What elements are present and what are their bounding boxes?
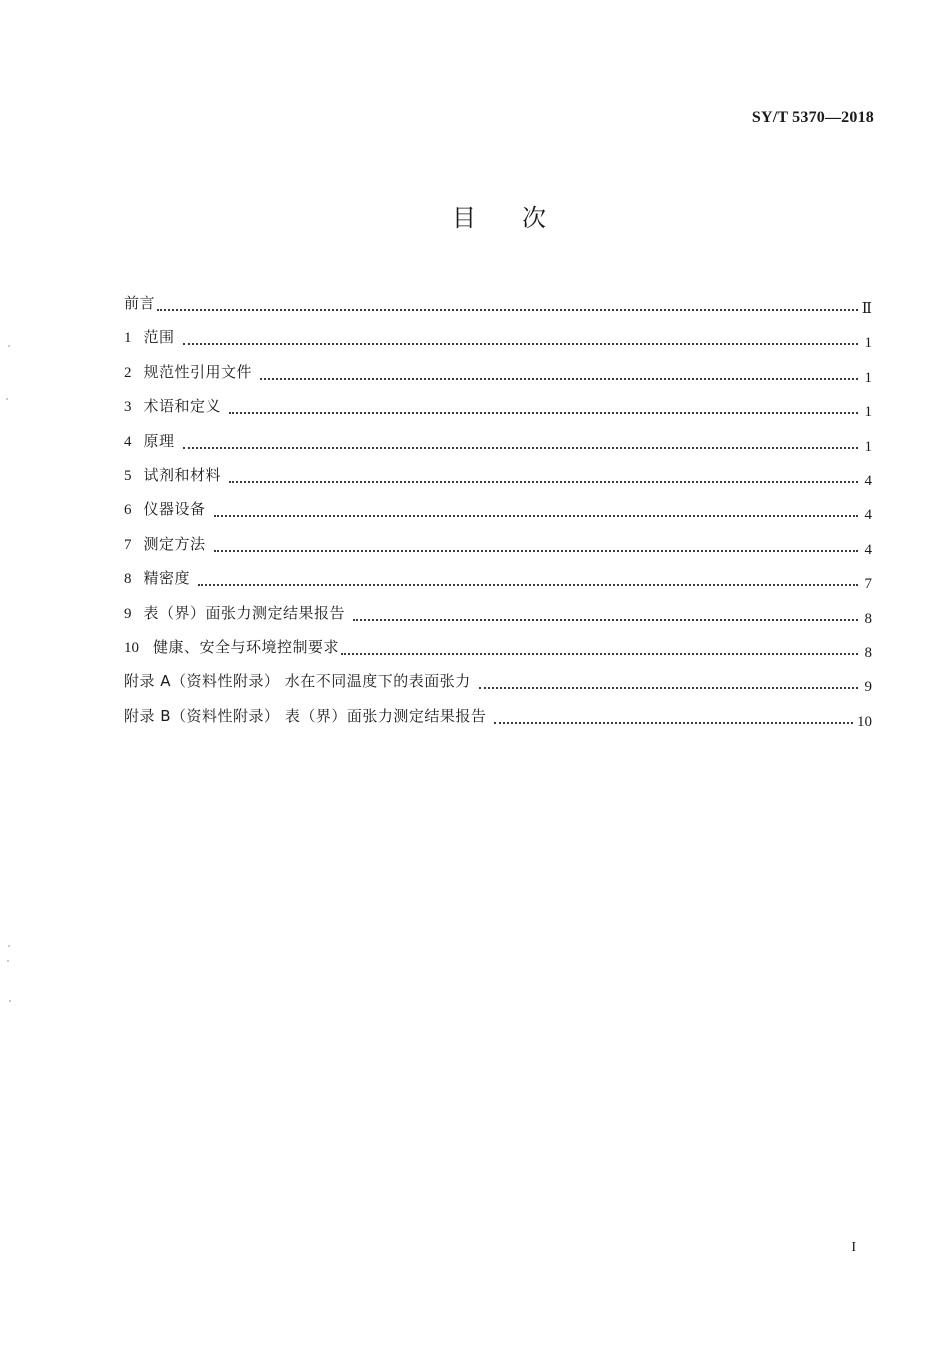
dot-leader [198,569,858,586]
toc-entry-normative-references[interactable] [124,358,872,392]
toc-entry-apparatus[interactable] [124,495,872,529]
dot-leader [260,363,858,380]
toc-entry-number: 5 [124,467,132,484]
dot-leader [353,604,858,621]
toc-entry-page: 9 [864,679,872,696]
toc-entry-number: 7 [124,536,132,553]
toc-entry-test-method[interactable] [124,530,872,564]
toc-entry-number: 6 [124,502,132,519]
toc-entry-page: 8 [864,644,872,661]
toc-entry-label: 范围 [143,328,175,347]
toc-entry-label: 试剂和材料 [143,465,222,484]
toc-entry-annex-b[interactable] [124,702,872,736]
toc-title [0,198,950,233]
toc-entry-label: 规范性引用文件 [143,362,253,381]
toc-entry-page: 8 [864,610,872,627]
toc-entry-page: 4 [864,541,872,558]
table-of-contents [124,289,872,736]
toc-entry-page: Ⅱ [861,301,872,317]
toc-entry-number: 9 [124,605,132,622]
dot-leader [341,638,858,655]
toc-entry-label: 原理 [143,431,175,450]
dot-leader [214,535,858,552]
dot-leader [229,397,858,414]
scan-speck [8,345,10,347]
toc-entry-page: 7 [864,576,872,593]
scan-speck [9,1000,11,1002]
toc-entry-page: 10 [857,713,872,730]
toc-entry-label: 附录 A（资料性附录） 水在不同温度下的表面张力 [124,672,471,691]
standard-code: SY/T 5370—2018 [751,109,874,126]
toc-entry-page: 4 [864,472,872,489]
toc-entry-page: 1 [864,404,872,421]
toc-entry-principle[interactable] [124,427,872,461]
dot-leader [229,466,858,483]
toc-entry-scope[interactable] [124,323,872,357]
scan-speck [7,960,9,962]
toc-entry-number: 10 [124,639,139,656]
toc-entry-label: 测定方法 [143,534,206,553]
toc-entry-hse-requirements[interactable] [124,633,872,667]
toc-entry-number: 2 [124,364,132,381]
toc-entry-annex-a[interactable] [124,667,872,701]
toc-title-char-2: 次 [522,204,548,232]
toc-entry-foreword[interactable] [124,289,872,323]
toc-entry-label: 术语和定义 [143,397,222,416]
toc-entry-label: 仪器设备 [143,500,206,519]
toc-entry-page: 4 [864,507,872,524]
toc-entry-number: 8 [124,571,132,588]
page-number: I [851,1240,856,1255]
toc-entry-label: 附录 B（资料性附录） 表（界）面张力测定结果报告 [124,706,487,725]
toc-entry-page: 1 [864,438,872,455]
toc-entry-result-report[interactable] [124,599,872,633]
toc-entry-label: 前言 [124,294,156,312]
toc-entry-terms-definitions[interactable] [124,392,872,426]
toc-entry-page: 1 [864,335,872,352]
dot-leader [183,328,858,345]
dot-leader [214,500,858,517]
toc-entry-number: 1 [124,330,132,347]
toc-entry-label: 精密度 [143,569,191,588]
scan-speck [8,945,10,947]
toc-entry-label: 健康、安全与环境控制要求 [153,637,340,656]
toc-entry-number: 4 [124,433,132,450]
dot-leader [494,707,853,724]
toc-entry-precision[interactable] [124,564,872,598]
toc-entry-label: 表（界）面张力测定结果报告 [143,603,346,622]
dot-leader [479,672,858,689]
dot-leader [157,294,858,311]
dot-leader [183,432,858,449]
scan-speck [6,398,8,400]
toc-title-char-1: 目 [452,204,478,232]
toc-entry-page: 1 [864,369,872,386]
toc-entry-reagents-materials[interactable] [124,461,872,495]
toc-entry-number: 3 [124,399,132,416]
